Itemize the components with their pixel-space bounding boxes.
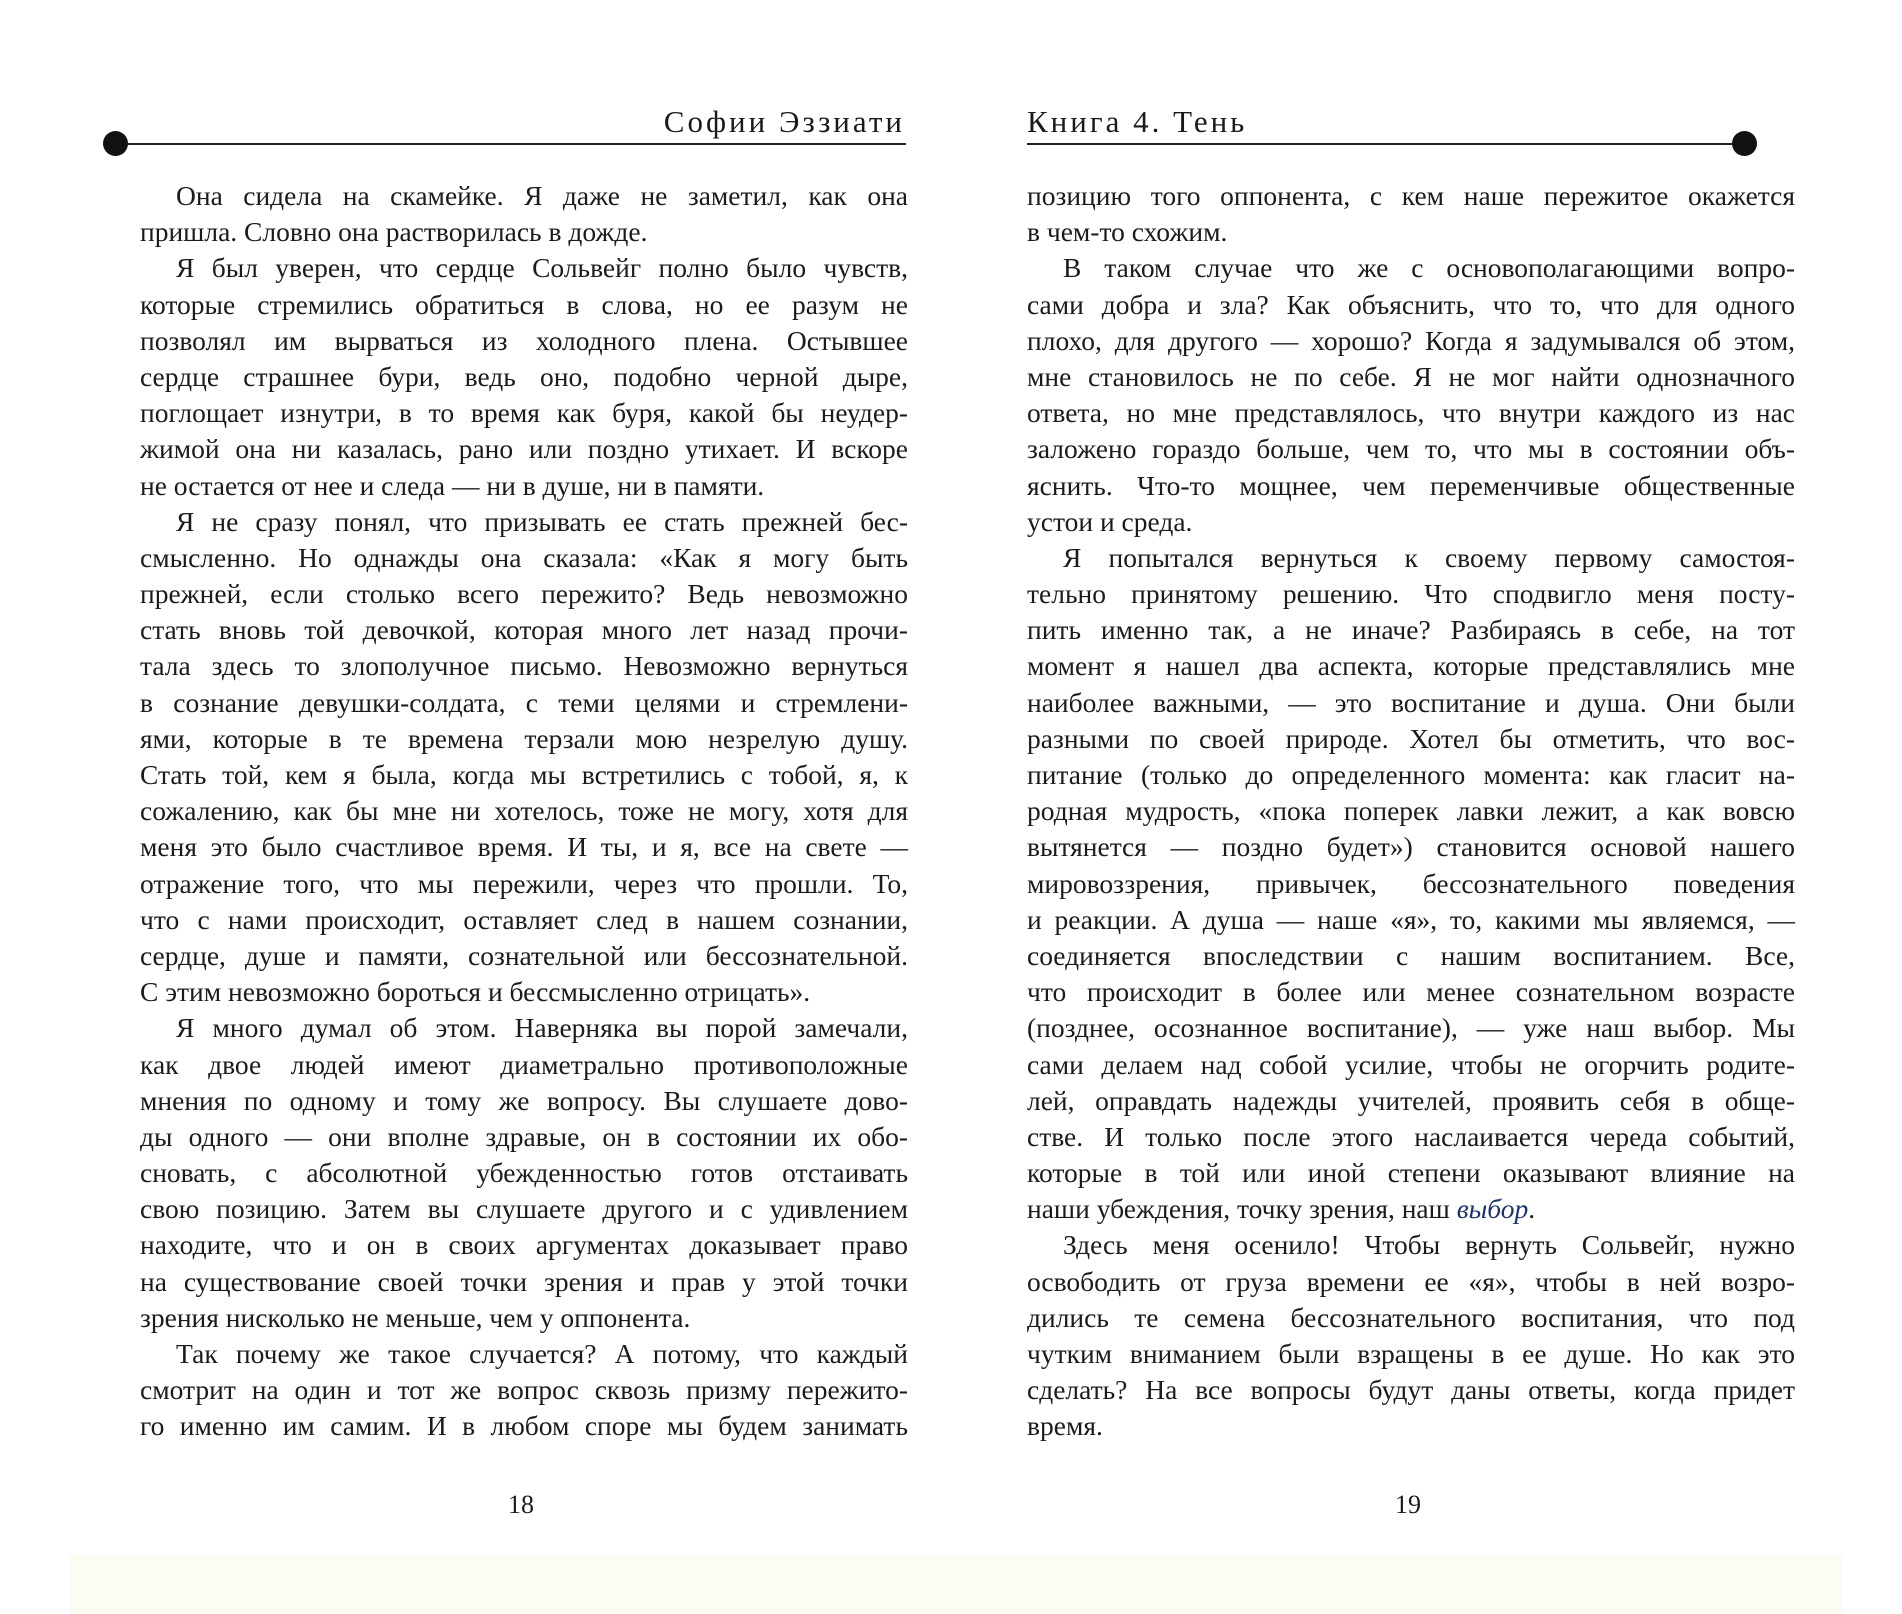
text-line: время. [1027,1410,1103,1442]
text-line: как двое людей имеют диаметрально противоположные [140,1048,908,1080]
text-line: в сознание девушки-солдата, с теми целями и стремлени- [140,686,908,718]
text-line: тельно принятому решению. Что сподвигло меня посту- [1027,578,1795,610]
text-line: освободить от груза времени ее «я», чтобы в ней возро- [1027,1265,1795,1297]
text-line: Я был уверен, что сердце Сольвейг полно было чувств, [176,252,908,284]
text-line: стве. И только после этого наслаивается череда событий, [1027,1120,1795,1152]
text-line: сожалению, как бы мне ни хотелось, тоже не могу, хотя для [140,795,908,827]
text-line: находите, что и он в своих аргументах доказывает право [140,1229,908,1261]
text-line: момент я нашел два аспекта, которые представлялись мне [1027,650,1795,682]
text-line: не остается от нее и следа — ни в душе, ни в памяти. [140,469,765,501]
text-line: тала здесь то злополучное письмо. Невозможно вернуться [140,650,908,682]
text-line: которые стремились обратиться в слова, но ее разум не [140,288,908,320]
text-line: и реакции. А душа — наше «я», то, какими мы являемся, — [1027,903,1795,935]
text-line: соединяется впоследствии с нашим воспитанием. Все, [1027,939,1795,971]
text-line: что с нами происходит, оставляет след в нашем сознании, [140,903,908,935]
text-line: пришла. Словно она растворилась в дожде. [140,216,648,248]
text-line: свою позицию. Затем вы слушаете другого и с удивлением [140,1193,908,1225]
text-line: сами добра и зла? Как объяснить, что то, что для одного [1027,288,1795,320]
text-line: сделать? На все вопросы будут даны ответы, когда придет [1027,1374,1795,1406]
text-line: смысленно. Но однажды она сказала: «Как я могу быть [140,541,908,573]
text-line: что происходит в более или менее сознательном возрасте [1027,976,1795,1008]
text-line: сновать, с абсолютной убежденностью готов отстаивать [140,1157,908,1189]
text-line: Она сидела на скамейке. Я даже не заметил, как она [176,180,908,211]
header-rule-dot [1732,131,1757,156]
text-line: прежней, если столько всего пережито? Ведь невозможно [140,578,908,610]
text-line-end: . [1528,1193,1536,1225]
text-line: го именно им самим. И в любом споре мы будем занимать [140,1410,908,1442]
text-line: (позднее, осознанное воспитание), — уже наш выбор. Мы [1027,1012,1795,1044]
text-line-start: наши убеждения, точку зрения, наш [1027,1193,1457,1225]
text-line: поглощает изнутри, в то время как буря, какой бы неудер- [140,397,908,429]
text-line: мне становилось не по себе. Я не мог найти однозначного [1027,360,1795,392]
text-line: чутким вниманием были взращены в ее душе. Но как это [1027,1338,1795,1369]
header-rule-dot [103,131,128,156]
left-page-text [140,178,908,1445]
text-line: Так почему же такое случается? А потому, что каждый [176,1338,908,1369]
text-line: которые в той или иной степени оказывают влияние на [1027,1157,1795,1189]
text-line: С этим невозможно бороться и бессмысленно отрицать». [140,976,811,1008]
text-line: смотрит на один и тот же вопрос сквозь призму пережито- [140,1374,908,1406]
text-line: в чем-то схожим. [1027,216,1228,248]
text-line: Стать той, кем я была, когда мы встретились с тобой, я, к [140,759,908,790]
right-page-text [1027,178,1795,1445]
text-line: мировоззрения, привычек, бессознательного поведения [1027,867,1795,899]
text-line: плохо, для другого — хорошо? Когда я задумывался об этом, [1027,324,1795,356]
text-line: дились те семена бессознательного воспитания, что под [1027,1301,1795,1333]
header-rule [1027,143,1741,145]
text-line: наиболее важными, — это воспитание и душа. Они были [1027,686,1795,718]
text-line: питание (только до определенного момента: как гласит на- [1027,759,1795,790]
page-number: 19 [1395,1490,1421,1519]
text-line: Здесь меня осенило! Чтобы вернуть Сольвейг, нужно [1063,1229,1795,1261]
text-line: меня это было счастливое время. И ты, и я, все на свете — [140,831,908,863]
text-line: родная мудрость, «пока поперек лавки лежит, а как вовсю [1027,795,1795,827]
text-line: мнения по одному и тому же вопросу. Вы слушаете дово- [140,1084,908,1116]
text-line: стать вновь той девочкой, которая много лет назад прочи- [140,614,908,646]
text-line: отражение того, что мы пережили, через что прошли. То, [140,867,908,899]
text-line: яснить. Что-то мощнее, чем переменчивые общественные [1027,469,1795,501]
right-page [951,0,1902,1614]
text-line: ответа, но мне представлялось, что внутри каждого из нас [1027,397,1795,429]
text-line: В таком случае что же с основополагающими вопро- [1063,252,1795,284]
text-line: пить именно так, а не иначе? Разбираясь в себе, на тот [1027,614,1795,646]
text-line: Я много думал об этом. Наверняка вы порой замечали, [176,1012,908,1044]
text-line: сами делаем над собой усилие, чтобы не огорчить родите- [1027,1048,1795,1080]
paper-edge-tint [70,1555,1842,1614]
text-line: жимой она ни казалась, рано или поздно утихает. И вскоре [140,433,908,465]
text-line: Я не сразу понял, что призывать ее стать прежней бес- [176,505,908,537]
text-line: ды одного — они вполне здравые, он в состоянии их обо- [140,1120,908,1152]
text-line: разными по своей природе. Хотел бы отметить, что вос- [1027,722,1795,754]
page-number: 18 [508,1490,534,1519]
header-rule [116,143,906,145]
text-line: лей, оправдать надежды учителей, проявить себя в обще- [1027,1084,1795,1116]
text-line: сердце, душе и памяти, сознательной или бессознательной. [140,939,908,971]
running-header-title: Книга 4. Тень [1027,104,1248,139]
running-header-author: Софии Эззиати [663,104,905,139]
text-line: позицию того оппонента, с кем наше пережитое окажется [1027,180,1795,211]
text-line: ями, которые в те времена терзали мою незрелую душу. [140,722,908,754]
text-line-with-italic [1027,1191,1795,1227]
text-line: позволял им вырваться из холодного плена. Остывшее [140,324,908,356]
text-line: зрения нисколько не меньше, чем у оппонента. [140,1301,691,1333]
text-line: заложено гораздо больше, чем то, что мы в состоянии объ- [1027,433,1795,465]
text-line: вытянется — поздно будет») становится основой нашего [1027,831,1795,863]
text-line: сердце страшнее бури, ведь оно, подобно черной дыре, [140,360,908,392]
text-line: Я попытался вернуться к своему первому самостоя- [1063,541,1795,573]
text-line: на существование своей точки зрения и прав у этой точки [140,1265,908,1297]
italic-emphasis-word: выбор [1456,1193,1529,1225]
text-line: устои и среда. [1027,505,1193,537]
